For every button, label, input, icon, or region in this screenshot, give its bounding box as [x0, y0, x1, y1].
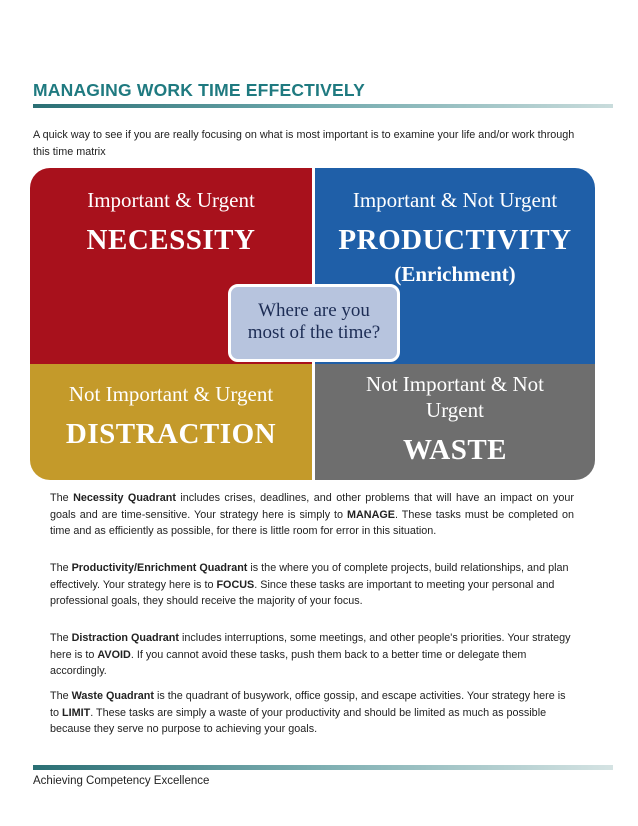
paragraph-waste-mid: is the quadrant of busywork, office gossip, and escape activities. Your strategy here is to: [50, 690, 566, 719]
quadrant-waste-title: WASTE: [402, 434, 508, 466]
paragraph-necessity-term: Necessity Quadrant: [73, 492, 176, 504]
paragraph-distraction-term: Distraction Quadrant: [71, 632, 179, 644]
paragraph-distraction-pre: The: [50, 632, 72, 644]
paragraph-distraction-mid: includes interruptions, some meetings, and other people's priorities. Your strategy here is to: [50, 632, 571, 661]
quadrant-distraction-title: DISTRACTION: [65, 418, 277, 450]
center-question-line2: most of the time?: [247, 322, 381, 343]
paragraph-distraction-strategy: AVOID: [97, 648, 131, 661]
paragraph-productivity: [50, 560, 574, 610]
page-title: MANAGING WORK TIME EFFECTIVELY: [33, 80, 366, 100]
paragraph-necessity-post: . These tasks must be completed on time and as efficiently as possible, for there is little room for error in this situation.: [50, 508, 574, 537]
paragraph-waste-term: Waste Quadrant: [71, 690, 154, 702]
paragraph-necessity-strategy: MANAGE: [347, 508, 396, 521]
center-question-box: [228, 284, 400, 362]
paragraph-waste-strategy: LIMIT: [62, 706, 91, 719]
paragraph-distraction: [50, 630, 574, 680]
quadrant-necessity-subtitle: Important & Urgent: [87, 188, 255, 212]
paragraph-productivity-pre: The: [50, 562, 72, 574]
center-question-line1: Where are you: [258, 300, 370, 321]
quadrant-distraction-subtitle: Not Important & Urgent: [68, 382, 274, 406]
time-matrix: [30, 168, 595, 480]
paragraph-waste: [50, 688, 574, 738]
paragraph-necessity-pre: The: [50, 492, 74, 504]
quadrant-productivity: [315, 168, 595, 286]
paragraph-distraction-post: . If you cannot avoid these tasks, push them back to a better time or delegate them accordingly.: [50, 648, 527, 677]
footer-text: Achieving Competency Excellence: [33, 775, 210, 787]
paragraph-productivity-mid: is the where you of complete projects, build relationships, and plan effectively. Your strategy here is to: [50, 562, 569, 591]
quadrant-productivity-subtitle: Important & Not Urgent: [352, 188, 558, 212]
footer-divider: [33, 765, 613, 770]
paragraph-waste-pre: The: [50, 690, 72, 702]
paragraph-necessity: [50, 490, 574, 540]
quadrant-distraction: [30, 364, 312, 480]
paragraph-productivity-term: Productivity/Enrichment Quadrant: [71, 562, 248, 574]
quadrant-productivity-extra: (Enrichment): [394, 262, 516, 286]
quadrant-necessity-title: NECESSITY: [86, 224, 256, 256]
intro-text: A quick way to see if you are really focusing on what is most important is to examine your life and/or work through this time matrix: [33, 129, 575, 158]
quadrant-productivity-title: PRODUCTIVITY: [338, 224, 572, 256]
paragraph-productivity-strategy: FOCUS: [216, 578, 255, 591]
paragraph-waste-post: . These tasks are simply a waste of your productivity and should be limited as much as possible because they serve no purpose to achieving your goals.: [50, 706, 547, 735]
quadrant-necessity: [30, 168, 312, 286]
paragraph-productivity-post: . Since these tasks are important to meeting your personal and professional goals, they should receive the majority of your focus.: [50, 578, 555, 607]
paragraph-necessity-mid: includes crises, deadlines, and other problems that will have an impact on your goals and are time-sensitive. Your strategy here is simply to: [50, 492, 574, 521]
quadrant-waste-subtitle-line2: Urgent: [426, 398, 484, 422]
quadrant-waste-subtitle-line1: Not Important & Not: [366, 372, 544, 396]
title-divider: [33, 104, 613, 108]
quadrant-waste: [315, 364, 595, 480]
